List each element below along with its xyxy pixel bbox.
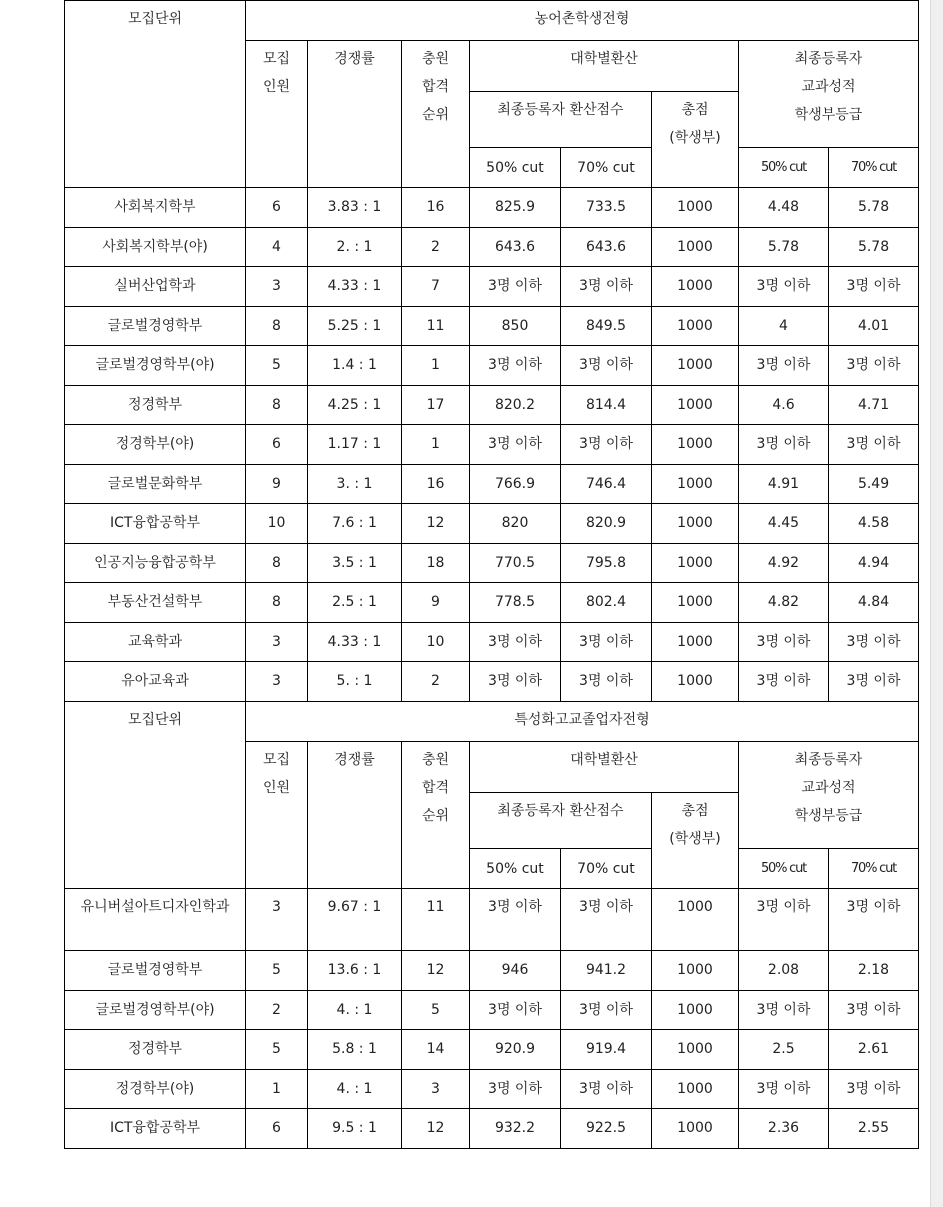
header-grade-cut50: 50% cut: [739, 148, 829, 188]
header-conversion: 대학별환산: [470, 742, 739, 793]
cell-grade-cut50: 3명 이하: [739, 346, 829, 386]
cell-grade-cut50: 2.08: [739, 951, 829, 991]
header-quota: 모집 인원: [246, 742, 308, 889]
cell-quota: 6: [246, 425, 308, 465]
cell-unit: 교육학과: [65, 622, 246, 662]
header-cut70: 70% cut: [561, 148, 652, 188]
cell-grade-cut70: 3명 이하: [829, 425, 919, 465]
cell-rank: 17: [402, 385, 470, 425]
cell-rank: 14: [402, 1030, 470, 1070]
cell-rank: 12: [402, 1109, 470, 1149]
cell-grade-cut70: 3명 이하: [829, 346, 919, 386]
table-row: [65, 583, 919, 623]
cell-score-cut70: 814.4: [561, 385, 652, 425]
cell-grade-cut50: 4: [739, 306, 829, 346]
cell-grade-cut50: 5.78: [739, 227, 829, 267]
cell-ratio: 2.5 : 1: [308, 583, 402, 623]
cell-score-cut50: 3명 이하: [470, 662, 561, 702]
cell-score-cut50: 3명 이하: [470, 267, 561, 307]
cell-rank: 16: [402, 188, 470, 228]
cell-total: 1000: [652, 188, 739, 228]
cell-rank: 7: [402, 267, 470, 307]
cell-grade-cut70: 4.71: [829, 385, 919, 425]
header-grade-cut50: 50% cut: [739, 849, 829, 889]
cell-grade-cut50: 3명 이하: [739, 662, 829, 702]
cell-score-cut50: 920.9: [470, 1030, 561, 1070]
header-conversion-score: 최종등록자 환산점수: [470, 92, 652, 148]
scrollbar-track[interactable]: [930, 0, 943, 1207]
cell-unit: 부동산건설학부: [65, 583, 246, 623]
admission-table-vocational: [64, 701, 919, 1149]
cell-grade-cut50: 3명 이하: [739, 889, 829, 951]
cell-score-cut50: 825.9: [470, 188, 561, 228]
cell-ratio: 3.5 : 1: [308, 543, 402, 583]
cell-score-cut50: 3명 이하: [470, 425, 561, 465]
cell-total: 1000: [652, 464, 739, 504]
cell-score-cut50: 946: [470, 951, 561, 991]
cell-grade-cut50: 4.82: [739, 583, 829, 623]
table-row: [65, 188, 919, 228]
header-cut70: 70% cut: [561, 849, 652, 889]
cell-ratio: 4.33 : 1: [308, 267, 402, 307]
header-total: 총점 (학생부): [652, 793, 739, 889]
cell-ratio: 3.83 : 1: [308, 188, 402, 228]
cell-ratio: 4. : 1: [308, 990, 402, 1030]
cell-score-cut50: 850: [470, 306, 561, 346]
table-row: [65, 1030, 919, 1070]
cell-score-cut50: 3명 이하: [470, 346, 561, 386]
cell-grade-cut50: 2.5: [739, 1030, 829, 1070]
header-grade-cut70: 70% cut: [829, 148, 919, 188]
cell-grade-cut70: 4.94: [829, 543, 919, 583]
cell-quota: 6: [246, 188, 308, 228]
cell-ratio: 5. : 1: [308, 662, 402, 702]
table-row: [65, 267, 919, 307]
cell-score-cut70: 849.5: [561, 306, 652, 346]
table-row: [65, 346, 919, 386]
cell-total: 1000: [652, 306, 739, 346]
cell-score-cut70: 922.5: [561, 1109, 652, 1149]
cell-score-cut70: 746.4: [561, 464, 652, 504]
cell-score-cut50: 3명 이하: [470, 1069, 561, 1109]
header-unit: 모집단위: [65, 702, 246, 889]
cell-ratio: 5.25 : 1: [308, 306, 402, 346]
cell-unit: 글로벌경영학부: [65, 306, 246, 346]
cell-rank: 11: [402, 306, 470, 346]
cell-unit: 정경학부(야): [65, 1069, 246, 1109]
cell-grade-cut50: 3명 이하: [739, 425, 829, 465]
cell-score-cut70: 733.5: [561, 188, 652, 228]
cell-score-cut70: 3명 이하: [561, 425, 652, 465]
table-row: [65, 425, 919, 465]
cell-score-cut50: 3명 이하: [470, 990, 561, 1030]
cell-ratio: 9.5 : 1: [308, 1109, 402, 1149]
cell-grade-cut70: 4.84: [829, 583, 919, 623]
header-cut50: 50% cut: [470, 849, 561, 889]
cell-total: 1000: [652, 1030, 739, 1070]
header-rank: 충원 합격 순위: [402, 742, 470, 889]
cell-quota: 8: [246, 306, 308, 346]
cell-quota: 3: [246, 662, 308, 702]
cell-grade-cut70: 5.49: [829, 464, 919, 504]
cell-score-cut50: 3명 이하: [470, 889, 561, 951]
cell-rank: 10: [402, 622, 470, 662]
cell-total: 1000: [652, 889, 739, 951]
cell-grade-cut70: 4.01: [829, 306, 919, 346]
cell-unit: ICT융합공학부: [65, 504, 246, 544]
cell-score-cut70: 3명 이하: [561, 622, 652, 662]
cell-grade-cut50: 3명 이하: [739, 622, 829, 662]
cell-quota: 6: [246, 1109, 308, 1149]
table-body: [65, 889, 919, 1149]
table-row: [65, 990, 919, 1030]
table-body: [65, 188, 919, 702]
table-row: [65, 306, 919, 346]
cell-score-cut70: 3명 이하: [561, 267, 652, 307]
cell-total: 1000: [652, 1109, 739, 1149]
section-title: 특성화고교졸업자전형: [246, 702, 919, 742]
cell-ratio: 13.6 : 1: [308, 951, 402, 991]
cell-grade-cut70: 3명 이하: [829, 889, 919, 951]
header-unit: 모집단위: [65, 1, 246, 188]
cell-quota: 5: [246, 951, 308, 991]
cell-grade-cut50: 3명 이하: [739, 990, 829, 1030]
cell-quota: 8: [246, 385, 308, 425]
cell-unit: 글로벌경영학부(야): [65, 346, 246, 386]
section-title: 농어촌학생전형: [246, 1, 919, 41]
header-ratio: 경쟁률: [308, 41, 402, 188]
cell-unit: 글로벌경영학부: [65, 951, 246, 991]
cell-score-cut50: 820.2: [470, 385, 561, 425]
cell-rank: 12: [402, 504, 470, 544]
table-row: [65, 951, 919, 991]
cell-grade-cut70: 2.61: [829, 1030, 919, 1070]
cell-rank: 18: [402, 543, 470, 583]
table-row: [65, 1109, 919, 1149]
cell-quota: 8: [246, 543, 308, 583]
cell-grade-cut70: 4.58: [829, 504, 919, 544]
cell-ratio: 7.6 : 1: [308, 504, 402, 544]
cell-rank: 2: [402, 662, 470, 702]
cell-score-cut70: 3명 이하: [561, 889, 652, 951]
cell-unit: 글로벌문화학부: [65, 464, 246, 504]
cell-unit: 정경학부: [65, 385, 246, 425]
cell-score-cut50: 778.5: [470, 583, 561, 623]
table-row: [65, 1069, 919, 1109]
cell-score-cut70: 3명 이하: [561, 1069, 652, 1109]
cell-quota: 10: [246, 504, 308, 544]
cell-ratio: 4.33 : 1: [308, 622, 402, 662]
cell-unit: ICT융합공학부: [65, 1109, 246, 1149]
cell-score-cut50: 766.9: [470, 464, 561, 504]
header-conversion-score: 최종등록자 환산점수: [470, 793, 652, 849]
cell-rank: 1: [402, 425, 470, 465]
table-row: [65, 889, 919, 951]
cell-rank: 5: [402, 990, 470, 1030]
table-row: [65, 622, 919, 662]
cell-score-cut50: 932.2: [470, 1109, 561, 1149]
cell-quota: 3: [246, 622, 308, 662]
cell-unit: 정경학부: [65, 1030, 246, 1070]
cell-rank: 12: [402, 951, 470, 991]
admission-table-rural: [64, 0, 919, 702]
cell-total: 1000: [652, 543, 739, 583]
cell-score-cut70: 941.2: [561, 951, 652, 991]
cell-grade-cut50: 3명 이하: [739, 267, 829, 307]
cell-score-cut50: 820: [470, 504, 561, 544]
header-cut50: 50% cut: [470, 148, 561, 188]
cell-score-cut70: 795.8: [561, 543, 652, 583]
cell-unit: 사회복지학부: [65, 188, 246, 228]
cell-quota: 9: [246, 464, 308, 504]
cell-ratio: 2. : 1: [308, 227, 402, 267]
cell-total: 1000: [652, 425, 739, 465]
cell-rank: 2: [402, 227, 470, 267]
cell-score-cut70: 3명 이하: [561, 346, 652, 386]
cell-grade-cut70: 3명 이하: [829, 662, 919, 702]
cell-total: 1000: [652, 1069, 739, 1109]
cell-ratio: 5.8 : 1: [308, 1030, 402, 1070]
cell-rank: 16: [402, 464, 470, 504]
cell-score-cut50: 643.6: [470, 227, 561, 267]
cell-grade-cut50: 4.91: [739, 464, 829, 504]
table-row: [65, 662, 919, 702]
cell-quota: 3: [246, 267, 308, 307]
header-grade-cut70: 70% cut: [829, 849, 919, 889]
header-grade: 최종등록자 교과성적 학생부등급: [739, 41, 919, 148]
header-conversion: 대학별환산: [470, 41, 739, 92]
table-row: [65, 385, 919, 425]
cell-score-cut70: 802.4: [561, 583, 652, 623]
cell-grade-cut70: 3명 이하: [829, 267, 919, 307]
cell-rank: 9: [402, 583, 470, 623]
cell-score-cut70: 643.6: [561, 227, 652, 267]
header-quota: 모집 인원: [246, 41, 308, 188]
cell-total: 1000: [652, 504, 739, 544]
cell-total: 1000: [652, 227, 739, 267]
cell-total: 1000: [652, 951, 739, 991]
cell-total: 1000: [652, 662, 739, 702]
cell-total: 1000: [652, 385, 739, 425]
cell-rank: 1: [402, 346, 470, 386]
cell-grade-cut50: 4.6: [739, 385, 829, 425]
cell-ratio: 9.67 : 1: [308, 889, 402, 951]
cell-grade-cut50: 3명 이하: [739, 1069, 829, 1109]
cell-total: 1000: [652, 267, 739, 307]
table-row: [65, 543, 919, 583]
cell-unit: 사회복지학부(야): [65, 227, 246, 267]
cell-grade-cut70: 3명 이하: [829, 622, 919, 662]
table-row: [65, 464, 919, 504]
cell-unit: 유아교육과: [65, 662, 246, 702]
cell-ratio: 1.17 : 1: [308, 425, 402, 465]
cell-grade-cut50: 4.48: [739, 188, 829, 228]
cell-grade-cut70: 5.78: [829, 188, 919, 228]
cell-total: 1000: [652, 990, 739, 1030]
cell-total: 1000: [652, 583, 739, 623]
cell-grade-cut70: 2.55: [829, 1109, 919, 1149]
cell-score-cut70: 3명 이하: [561, 990, 652, 1030]
cell-unit: 글로벌경영학부(야): [65, 990, 246, 1030]
cell-score-cut50: 770.5: [470, 543, 561, 583]
cell-total: 1000: [652, 346, 739, 386]
cell-ratio: 1.4 : 1: [308, 346, 402, 386]
cell-score-cut50: 3명 이하: [470, 622, 561, 662]
cell-quota: 2: [246, 990, 308, 1030]
cell-grade-cut70: 2.18: [829, 951, 919, 991]
cell-score-cut70: 919.4: [561, 1030, 652, 1070]
cell-score-cut70: 820.9: [561, 504, 652, 544]
cell-quota: 4: [246, 227, 308, 267]
header-ratio: 경쟁률: [308, 742, 402, 889]
cell-quota: 5: [246, 1030, 308, 1070]
cell-rank: 3: [402, 1069, 470, 1109]
cell-ratio: 4.25 : 1: [308, 385, 402, 425]
cell-unit: 정경학부(야): [65, 425, 246, 465]
table-row: [65, 504, 919, 544]
cell-rank: 11: [402, 889, 470, 951]
cell-total: 1000: [652, 622, 739, 662]
cell-quota: 3: [246, 889, 308, 951]
cell-quota: 8: [246, 583, 308, 623]
header-total: 총점 (학생부): [652, 92, 739, 188]
header-grade: 최종등록자 교과성적 학생부등급: [739, 742, 919, 849]
cell-ratio: 3. : 1: [308, 464, 402, 504]
cell-unit: 유니버설아트디자인학과: [65, 889, 246, 951]
cell-quota: 1: [246, 1069, 308, 1109]
cell-grade-cut50: 2.36: [739, 1109, 829, 1149]
cell-ratio: 4. : 1: [308, 1069, 402, 1109]
cell-grade-cut70: 5.78: [829, 227, 919, 267]
cell-quota: 5: [246, 346, 308, 386]
table-row: [65, 227, 919, 267]
cell-grade-cut70: 3명 이하: [829, 1069, 919, 1109]
cell-unit: 인공지능융합공학부: [65, 543, 246, 583]
cell-grade-cut50: 4.92: [739, 543, 829, 583]
cell-grade-cut50: 4.45: [739, 504, 829, 544]
cell-score-cut70: 3명 이하: [561, 662, 652, 702]
cell-grade-cut70: 3명 이하: [829, 990, 919, 1030]
header-rank: 충원 합격 순위: [402, 41, 470, 188]
cell-unit: 실버산업학과: [65, 267, 246, 307]
